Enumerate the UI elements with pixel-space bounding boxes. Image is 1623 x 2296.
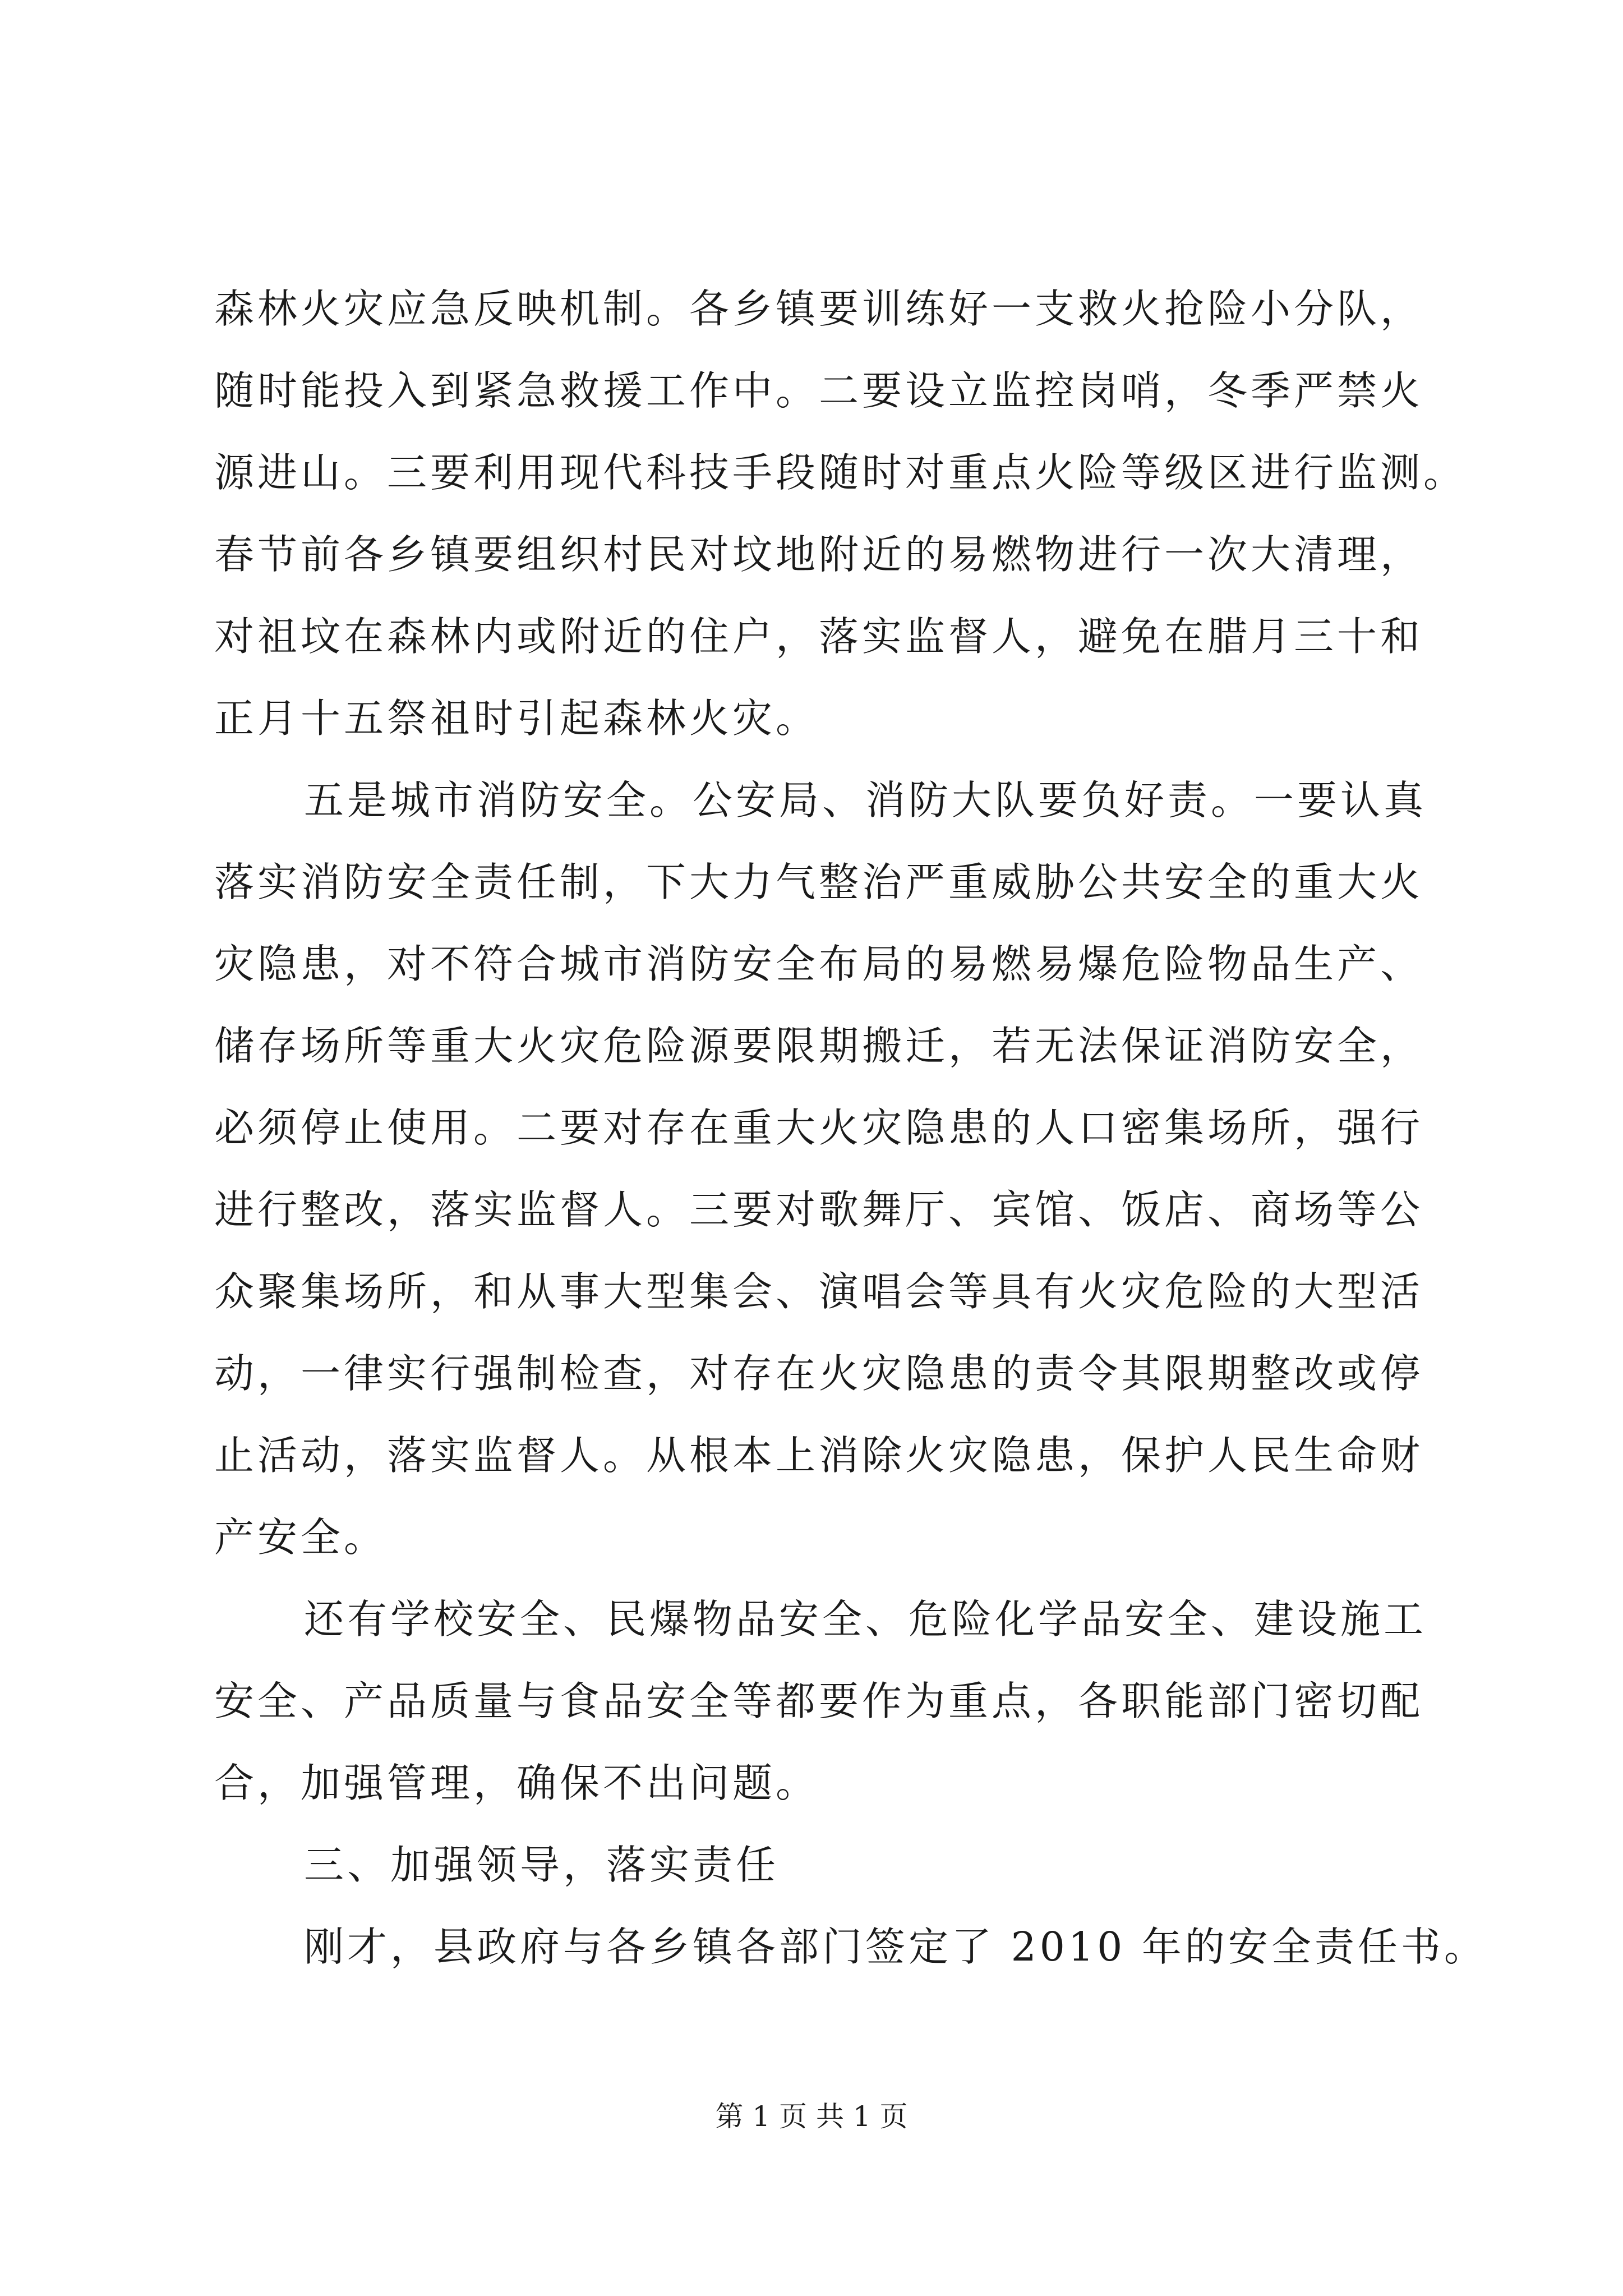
text-line: 合，加强管理，确保不出问题。 [214, 1760, 819, 1806]
text-line: 随时能投入到紧急救援工作中。二要设立监控岗哨，冬季严禁火 [214, 367, 1424, 414]
section-heading: 三、加强领导，落实责任 [304, 1842, 780, 1888]
text-line: 必须停止使用。二要对存在重大火灾隐患的人口密集场所，强行 [214, 1105, 1424, 1151]
text-line: 春节前各乡镇要组织村民对坟地附近的易燃物进行一次大清理， [214, 531, 1424, 578]
text-line: 众聚集场所，和从事大型集会、演唱会等具有火灾危险的大型活 [214, 1268, 1424, 1315]
text-line: 进行整改，落实监督人。三要对歌舞厅、宾馆、饭店、商场等公 [214, 1186, 1424, 1233]
paragraph-first-line: 五是城市消防安全。公安局、消防大队要负好责。一要认真 [304, 777, 1427, 823]
paragraph-first-line: 还有学校安全、民爆物品安全、危险化学品安全、建设施工 [304, 1596, 1427, 1642]
page-footer: 第 1 页 共 1 页 [715, 2100, 908, 2133]
text-line: 落实消防安全责任制，下大力气整治严重威胁公共安全的重大火 [214, 859, 1424, 905]
text-line: 储存场所等重大火灾危险源要限期搬迁，若无法保证消防安全， [214, 1023, 1424, 1069]
text-line: 对祖坟在森林内或附近的住户，落实监督人，避免在腊月三十和 [214, 613, 1424, 660]
text-line: 源进山。三要利用现代科技手段随时对重点火险等级区进行监测。 [214, 449, 1467, 496]
paragraph-first-line: 刚才，县政府与各乡镇各部门签定了 2010 年的安全责任书。 [304, 1924, 1487, 1970]
text-line: 动，一律实行强制检查，对存在火灾隐患的责令其限期整改或停 [214, 1350, 1424, 1397]
text-line: 正月十五祭祖时引起森林火灾。 [214, 695, 819, 742]
text-line: 灾隐患，对不符合城市消防安全布局的易燃易爆危险物品生产、 [214, 941, 1424, 987]
text-line: 止活动，落实监督人。从根本上消除火灾隐患，保护人民生命财 [214, 1432, 1424, 1479]
text-line: 产安全。 [214, 1514, 388, 1561]
text-line: 森林火灾应急反映机制。各乡镇要训练好一支救火抢险小分队， [214, 286, 1424, 332]
document-body [214, 268, 1487, 1988]
text-line: 安全、产品质量与食品安全等都要作为重点，各职能部门密切配 [214, 1678, 1424, 1724]
